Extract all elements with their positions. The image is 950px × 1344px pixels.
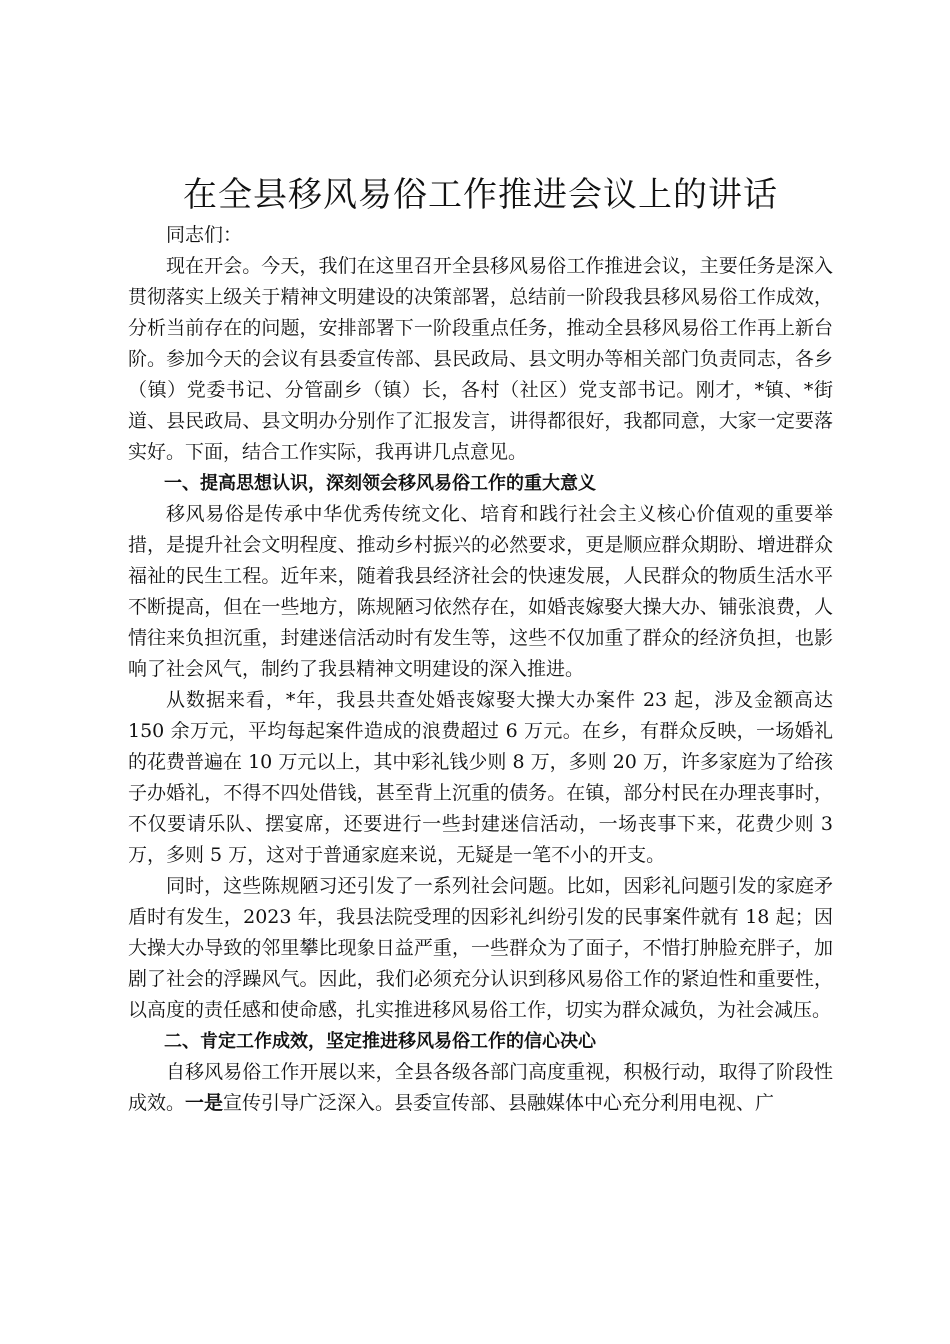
salutation: 同志们： [166,224,243,246]
point-one-text: 宣传引导广泛深入。县委宣传部、县融媒体中心充分利用电视、广 [223,1092,775,1114]
section-heading-1: 一、提高思想认识，深刻领会移风易俗工作的重大意义 [164,473,596,494]
paragraph-data: 从数据来看，*年，我县共查处婚丧嫁娶大操大办案件 23 起，涉及金额高达 150 余万元，平均每起案件造成的浪费超过 6 万元。在乡，有群众反映，一场婚礼的花费普遍在 10 万元以上，其中彩礼钱少则 8 万，多则 20 万，许多家庭为了给孩子办婚礼，不得不四处借钱，甚至背上沉重的债务。在镇，部分村民在办理丧事时，不仅要请乐队、摆宴席，还要进行一些封建迷信活动，一场丧事下来，花费少则 3 万，多则 5 万，这对于普通家庭来说，无疑是一笔不小的开支。 [128,689,833,866]
paragraph-social-problems: 同时，这些陈规陋习还引发了一系列社会问题。比如，因彩礼问题引发的家庭矛盾时有发生，2023 年，我县法院受理的因彩礼纠纷引发的民事案件就有 18 起；因大操大办导致的邻里攀比现象日益严重，一些群众为了面子，不惜打肿脸充胖子，加剧了社会的浮躁风气。因此，我们必须充分认识到移风易俗工作的紧迫性和重要性，以高度的责任感和使命感，扎实推进移风易俗工作，切实为群众减负，为社会减压。 [128,875,833,1021]
point-one-label: 一是 [185,1092,224,1114]
paragraph-significance: 移风易俗是传承中华优秀传统文化、培育和践行社会主义核心价值观的重要举措，是提升社会文明程度、推动乡村振兴的必然要求，更是顺应群众期盼、增进群众福祉的民生工程。近年来，随着我县经济社会的快速发展，人民群众的物质生活水平不断提高，但在一些地方，陈规陋习依然存在，如婚丧嫁娶大操大办、铺张浪费，人情往来负担沉重，封建迷信活动时有发生等，这些不仅加重了群众的经济负担，也影响了社会风气，制约了我县精神文明建设的深入推进。 [128,503,833,680]
achievements-intro: 自移风易俗工作开展以来，全县各级各部门高度重视，积极行动，取得了阶段性成效。 [128,1061,833,1114]
paragraph-achievements [128,1057,833,1119]
document-page [128,172,833,1119]
section-heading-2: 二、肯定工作成效，坚定推进移风易俗工作的信心决心 [164,1031,596,1052]
document-title: 在全县移风易俗工作推进会议上的讲话 [183,175,778,215]
paragraph-opening: 现在开会。今天，我们在这里召开全县移风易俗工作推进会议，主要任务是深入贯彻落实上级关于精神文明建设的决策部署，总结前一阶段我县移风易俗工作成效，分析当前存在的问题，安排部署下一阶段重点任务，推动全县移风易俗工作再上新台阶。参加今天的会议有县委宣传部、县民政局、县文明办等相关部门负责同志，各乡（镇）党委书记、分管副乡（镇）长，各村（社区）党支部书记。刚才，*镇、*街道、县民政局、县文明办分别作了汇报发言，讲得都很好，我都同意，大家一定要落实好。下面，结合工作实际，我再讲几点意见。 [128,255,833,463]
